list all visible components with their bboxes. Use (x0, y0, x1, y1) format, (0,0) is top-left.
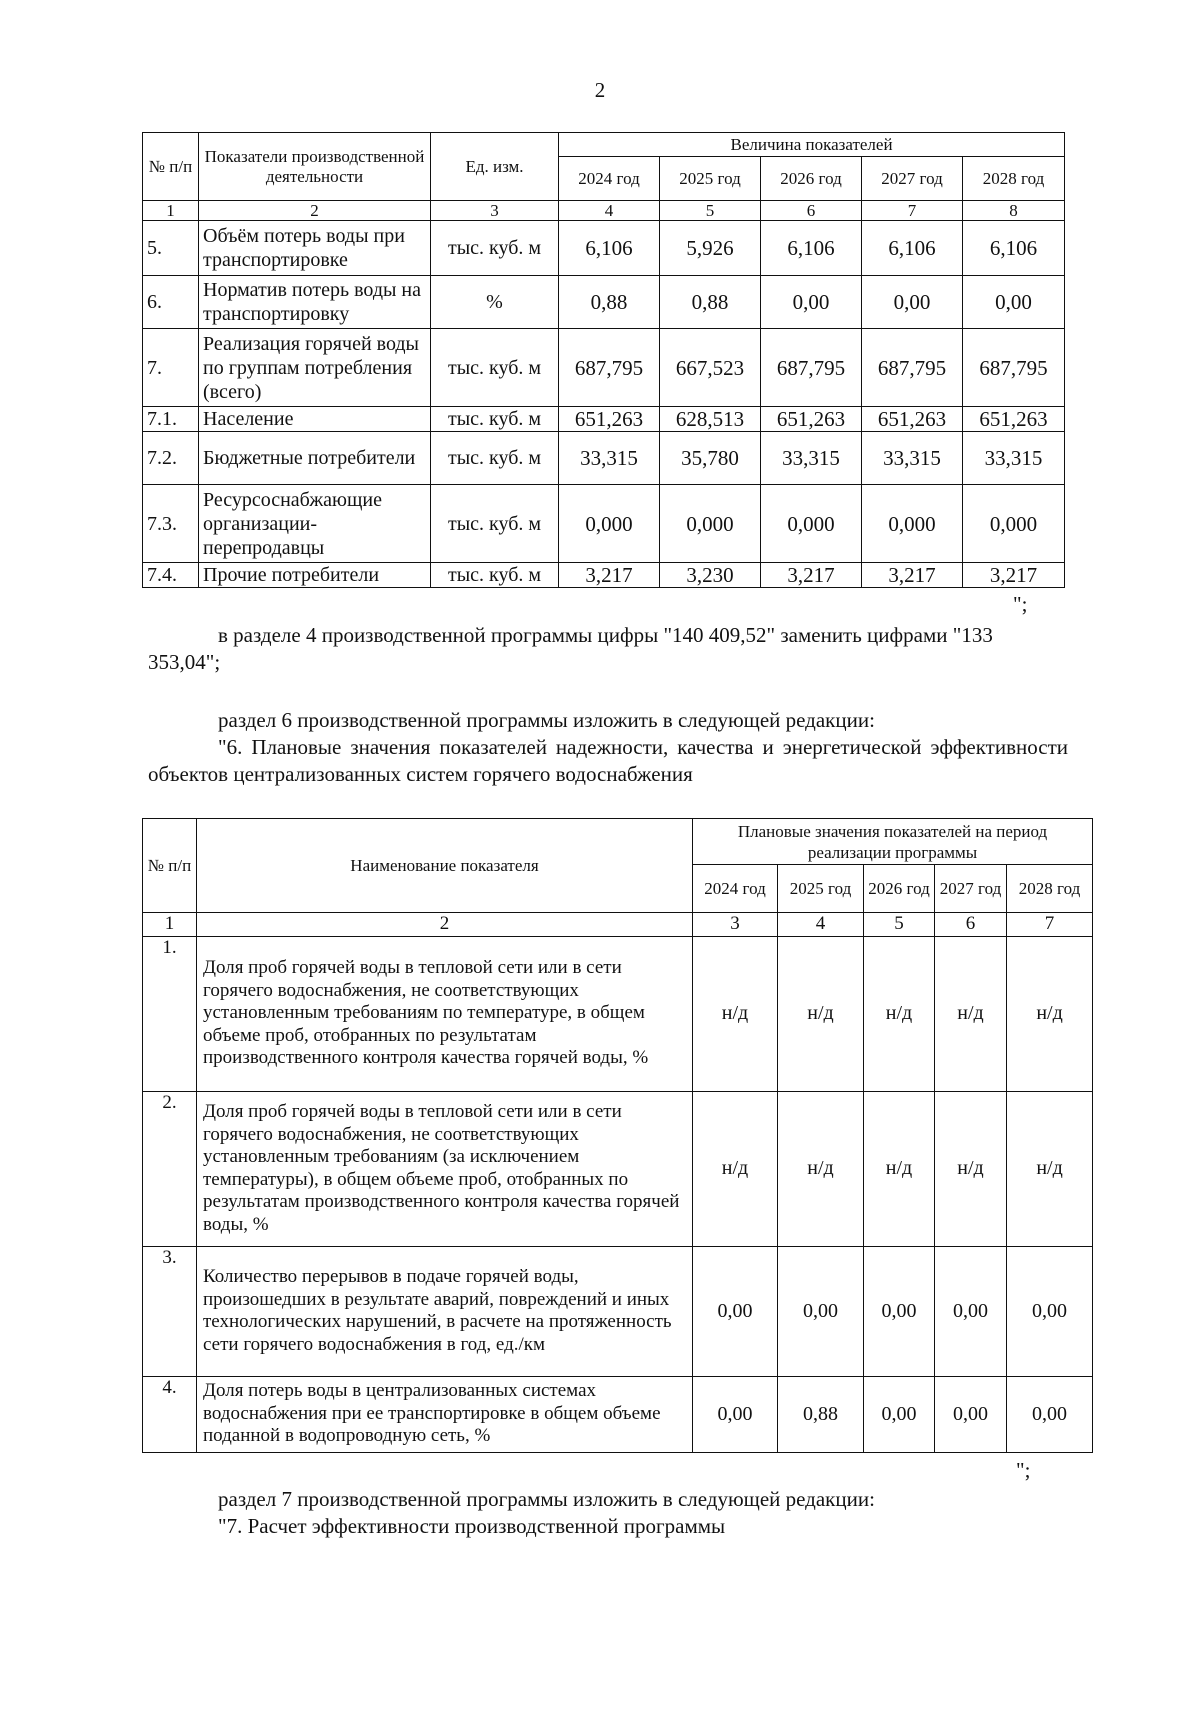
row-unit: тыс. куб. м (431, 329, 559, 407)
row-value: 651,263 (963, 407, 1065, 432)
column-number: 3 (431, 201, 559, 221)
column-number: 6 (935, 913, 1007, 937)
paragraph-section7-intro: раздел 7 производственной программы изложить в следующей редакции: (218, 1487, 875, 1511)
row-name: Объём потерь воды при транспортировке (199, 221, 431, 276)
column-number: 1 (143, 913, 197, 937)
row-num: 7.2. (143, 432, 199, 485)
row-unit: тыс. куб. м (431, 485, 559, 563)
row-value: н/д (935, 1091, 1007, 1246)
row-num: 7. (143, 329, 199, 407)
column-number: 4 (559, 201, 660, 221)
header-year: 2024 год (693, 865, 778, 913)
row-value: 0,00 (693, 1376, 778, 1452)
row-value: 0,00 (693, 1246, 778, 1376)
column-number: 1 (143, 201, 199, 221)
row-name: Доля проб горячей воды в тепловой сети или в сети горячего водоснабжения, не соответствующих установленным требованиям (за исключением температуры), в общем объеме проб, отобранных по результатам производственного контроля качества горячей воды, % (197, 1091, 693, 1246)
column-number: 2 (197, 913, 693, 937)
paragraph-section7-title: "7. Расчет эффективности производственной программы (218, 1514, 726, 1538)
page-number: 2 (594, 78, 606, 102)
row-value: н/д (935, 936, 1007, 1091)
production-indicators-table (142, 132, 1065, 588)
header-num: № п/п (143, 133, 199, 201)
row-value: 0,000 (559, 485, 660, 563)
row-value: 0,00 (862, 276, 963, 329)
header-year: 2026 год (864, 865, 935, 913)
row-unit: % (431, 276, 559, 329)
row-value: 33,315 (862, 432, 963, 485)
row-value: 6,106 (559, 221, 660, 276)
row-num: 6. (143, 276, 199, 329)
row-name: Ресурсоснабжающие организации-перепродавцы (199, 485, 431, 563)
table-row (143, 936, 1093, 1091)
row-value: 0,00 (935, 1246, 1007, 1376)
row-value: 0,000 (660, 485, 761, 563)
row-value: н/д (778, 1091, 864, 1246)
row-value: 0,88 (660, 276, 761, 329)
header-year: 2028 год (1007, 865, 1093, 913)
row-value: 651,263 (862, 407, 963, 432)
row-value: н/д (864, 936, 935, 1091)
row-num: 3. (143, 1246, 197, 1376)
row-name: Реализация горячей воды по группам потребления (всего) (199, 329, 431, 407)
header-indicator: Показатели производственной деятельности (199, 133, 431, 201)
row-value: 0,00 (963, 276, 1065, 329)
row-value: 0,00 (778, 1246, 864, 1376)
column-number: 2 (199, 201, 431, 221)
row-num: 4. (143, 1376, 197, 1452)
header-year: 2025 год (778, 865, 864, 913)
header-name: Наименование показателя (197, 819, 693, 913)
row-value: 35,780 (660, 432, 761, 485)
table2-closing-quote: "; (1016, 1458, 1031, 1482)
column-number: 5 (864, 913, 935, 937)
row-value: 0,00 (864, 1376, 935, 1452)
row-value: 0,00 (1007, 1246, 1093, 1376)
row-value: 0,88 (778, 1376, 864, 1452)
planned-indicators-table (142, 818, 1093, 1453)
column-number: 7 (1007, 913, 1093, 937)
table-row (143, 221, 1065, 276)
row-unit: тыс. куб. м (431, 407, 559, 432)
row-value: 33,315 (761, 432, 862, 485)
row-name: Количество перерывов в подаче горячей воды, произошедших в результате аварий, повреждений и иных технологических нарушений, в расчете на протяженность сети горячего водоснабжения в год, ед./км (197, 1246, 693, 1376)
table-row (143, 485, 1065, 563)
row-name: Бюджетные потребители (199, 432, 431, 485)
row-value: 628,513 (660, 407, 761, 432)
table1-closing-quote: "; (1013, 592, 1028, 616)
row-value: 0,00 (935, 1376, 1007, 1452)
row-value: 3,217 (963, 563, 1065, 588)
row-value: 3,217 (559, 563, 660, 588)
row-value: 33,315 (963, 432, 1065, 485)
row-num: 7.1. (143, 407, 199, 432)
header-year: 2027 год (935, 865, 1007, 913)
row-value: 651,263 (761, 407, 862, 432)
row-value: 687,795 (963, 329, 1065, 407)
row-value: н/д (1007, 1091, 1093, 1246)
table-row (143, 1091, 1093, 1246)
column-number: 5 (660, 201, 761, 221)
row-value: 0,000 (761, 485, 862, 563)
row-value: 3,217 (862, 563, 963, 588)
header-year: 2024 год (559, 157, 660, 201)
row-value: 33,315 (559, 432, 660, 485)
row-value: 687,795 (559, 329, 660, 407)
header-values-group: Величина показателей (559, 133, 1065, 157)
table-row (143, 329, 1065, 407)
row-value: 0,00 (761, 276, 862, 329)
header-values-group: Плановые значения показателей на период реализации программы (693, 819, 1093, 865)
row-value: 3,217 (761, 563, 862, 588)
row-num: 1. (143, 936, 197, 1091)
row-value: 0,00 (864, 1246, 935, 1376)
row-value: 687,795 (862, 329, 963, 407)
row-value: 3,230 (660, 563, 761, 588)
row-value: 0,88 (559, 276, 660, 329)
column-number: 6 (761, 201, 862, 221)
header-year: 2026 год (761, 157, 862, 201)
row-name: Прочие потребители (199, 563, 431, 588)
row-value: 5,926 (660, 221, 761, 276)
column-number: 3 (693, 913, 778, 937)
row-value: 0,00 (1007, 1376, 1093, 1452)
row-num: 5. (143, 221, 199, 276)
header-num: № п/п (143, 819, 197, 913)
row-value: 687,795 (761, 329, 862, 407)
row-value: н/д (864, 1091, 935, 1246)
row-value: н/д (1007, 936, 1093, 1091)
row-value: 6,106 (963, 221, 1065, 276)
row-value: н/д (693, 1091, 778, 1246)
table-row (143, 1246, 1093, 1376)
row-num: 2. (143, 1091, 197, 1246)
header-unit: Ед. изм. (431, 133, 559, 201)
table-row (143, 432, 1065, 485)
header-year: 2025 год (660, 157, 761, 201)
row-name: Доля проб горячей воды в тепловой сети или в сети горячего водоснабжения, не соответствующих установленным требованиям по температуре, в общем объеме проб, отобранных по результатам производственного контроля качества горячей воды, % (197, 936, 693, 1091)
row-name: Население (199, 407, 431, 432)
column-number: 8 (963, 201, 1065, 221)
paragraph-section6-title: "6. Плановые значения показателей надежности, качества и энергетической эффективности объектов централизованных систем горячего водоснабжения (148, 735, 1068, 786)
row-name: Доля потерь воды в централизованных системах водоснабжения при ее транспортировке в общем объеме поданной в водопроводную сеть, % (197, 1376, 693, 1452)
row-num: 7.4. (143, 563, 199, 588)
row-value: 651,263 (559, 407, 660, 432)
row-unit: тыс. куб. м (431, 563, 559, 588)
row-value: 6,106 (761, 221, 862, 276)
row-value: 6,106 (862, 221, 963, 276)
row-unit: тыс. куб. м (431, 221, 559, 276)
row-unit: тыс. куб. м (431, 432, 559, 485)
header-year: 2028 год (963, 157, 1065, 201)
header-year: 2027 год (862, 157, 963, 201)
row-value: 667,523 (660, 329, 761, 407)
paragraph-section4: в разделе 4 производственной программы цифры "140 409,52" заменить цифрами "133 353,04"; (148, 623, 993, 674)
row-value: н/д (778, 936, 864, 1091)
table-row (143, 563, 1065, 588)
row-num: 7.3. (143, 485, 199, 563)
row-value: н/д (693, 936, 778, 1091)
column-number: 4 (778, 913, 864, 937)
table-row (143, 407, 1065, 432)
row-value: 0,000 (862, 485, 963, 563)
paragraph-section6-intro: раздел 6 производственной программы изложить в следующей редакции: (218, 708, 875, 732)
table-row (143, 1376, 1093, 1452)
column-number: 7 (862, 201, 963, 221)
row-name: Норматив потерь воды на транспортировку (199, 276, 431, 329)
row-value: 0,000 (963, 485, 1065, 563)
table-row (143, 276, 1065, 329)
